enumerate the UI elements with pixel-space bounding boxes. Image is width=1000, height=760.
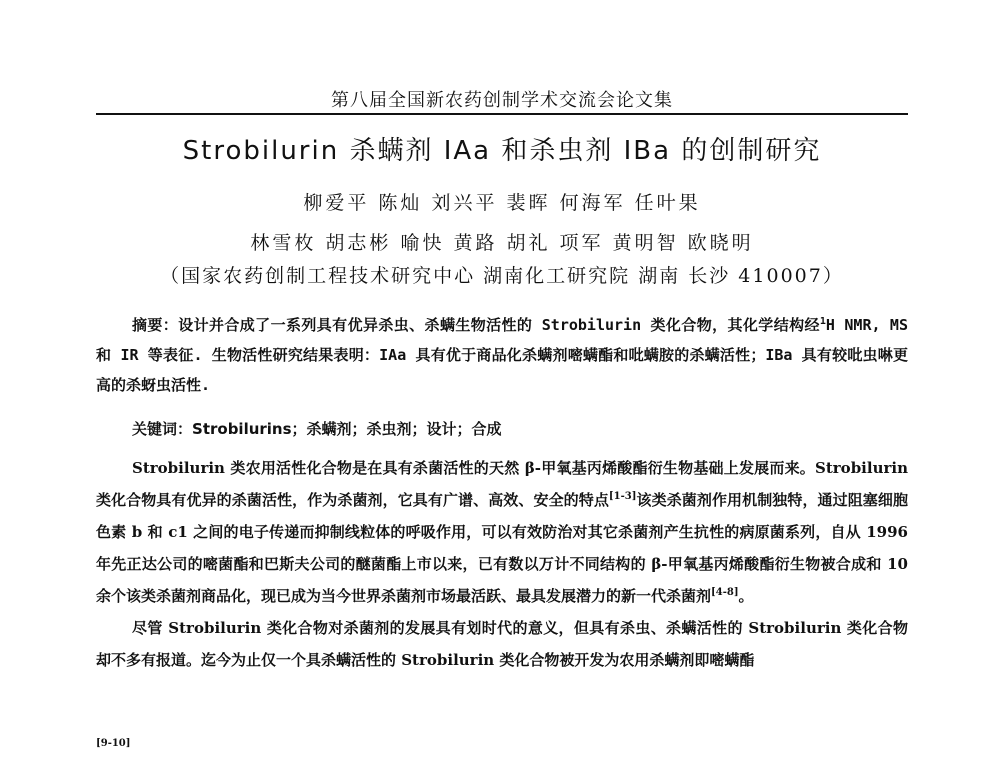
citation-1-3: [1-3] [608, 491, 637, 502]
paragraph-1-text-c: 。 [738, 587, 754, 605]
abstract-nmr-sup: 1 [819, 316, 826, 327]
keywords-label: 关键词： [132, 420, 193, 438]
keywords-text: Strobilurins；杀螨剂；杀虫剂；设计；合成 [192, 420, 502, 438]
abstract-text-2: H NMR, MS 和 IR 等表征. 生物活性研究结果表明：IAa 具有优于商品化杀螨剂嘧螨酯和吡螨胺的杀螨活性；IBa 具有较吡虫啉更高的杀蚜虫活性. [96, 316, 908, 394]
abstract-text-1: 设计并合成了一系列具有优异杀虫、杀螨生物活性的 Strobilurin 类化合物，其化学结构经 [178, 316, 820, 334]
header-rule [96, 113, 908, 115]
body-text [96, 452, 908, 676]
citation-9-10: [9-10] [96, 738, 131, 749]
authors-line-2: 林雪枚 胡志彬 喻快 黄路 胡礼 项军 黄明智 欧晓明 [250, 232, 754, 254]
paragraph-2: 尽管 Strobilurin 类化合物对杀菌剂的发展具有划时代的意义，但具有杀虫、杀螨活性的 Strobilurin 类化合物却不多有报道。迄今为止仅一个具杀螨活性的 Strobilurin 类化合物被开发为农用杀螨剂即嘧螨酯 [96, 619, 908, 669]
paragraph-1-text-b: 该类杀菌剂作用机制独特，通过阻塞细胞色素 b 和 c1 之间的电子传递而抑制线粒体的呼吸作用，可以有效防治对其它杀菌剂产生抗性的病原菌系列，自从 1996 年先正达公司的嘧菌酯和巴斯夫公司的醚菌酯上市以来，已有数以万计不同结构的 β-甲氧基丙烯酸酯衍生物被合成和 10 余个该类杀菌剂商品化，现已成为当今世界杀菌剂市场最活跃、最具发展潜力的新一代杀菌剂 [96, 491, 908, 605]
affiliation: （国家农药创制工程技术研究中心 湖南化工研究院 湖南 长沙 410007） [160, 265, 844, 287]
paragraph-1-text-a: Strobilurin 类农用活性化合物是在具有杀菌活性的天然 β-甲氧基丙烯酸酯衍生物基础上发展而来。Strobilurin 类化合物具有优异的杀菌活性，作为杀菌剂，它具有广谱、高效、安全的特点 [96, 459, 908, 509]
keywords [132, 418, 502, 439]
authors-line-1: 柳爱平 陈灿 刘兴平 裴晖 何海军 任叶果 [303, 192, 701, 214]
abstract-label: 摘要： [132, 316, 179, 334]
paper-title: Strobilurin 杀螨剂 IAa 和杀虫剂 IBa 的创制研究 [182, 136, 822, 166]
citation-4-8: [4-8] [711, 587, 739, 598]
running-header: 第八届全国新农药创制学术交流会论文集 [331, 90, 673, 111]
paragraph-1 [96, 452, 908, 612]
abstract [96, 310, 908, 400]
